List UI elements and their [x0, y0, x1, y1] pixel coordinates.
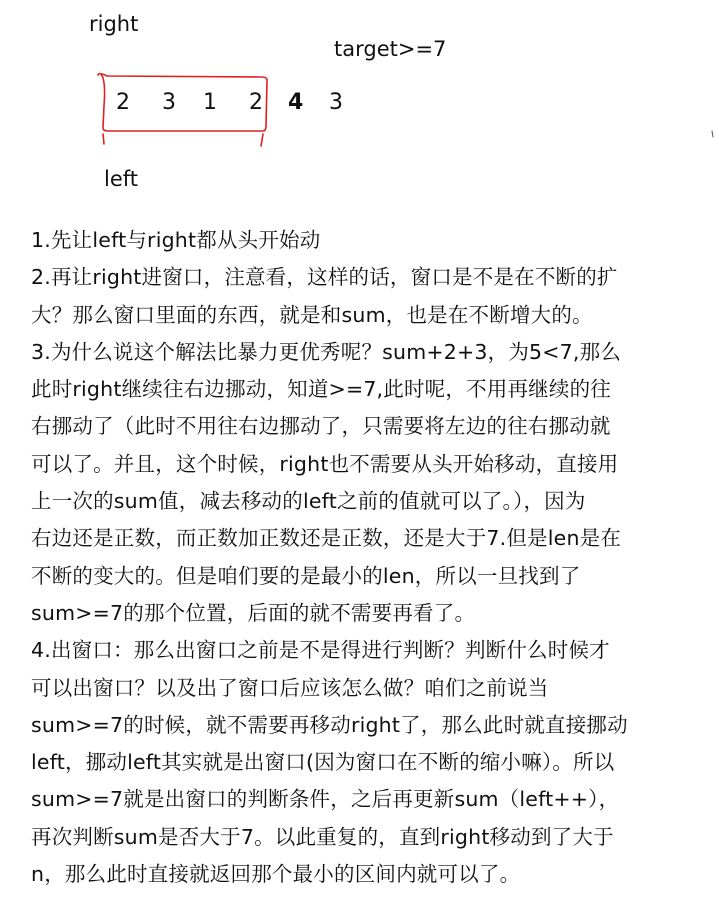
- explanation-line: 上一次的sum值，减去移动的left之前的值就可以了。），因为: [31, 489, 586, 514]
- explanation-line: 3.为什么说这个解法比暴力更优秀呢？sum+2+3，为5<7,那么: [31, 339, 622, 364]
- explanation-line: 4.出窗口：那么出窗口之前是不是得进行判断？判断什么时候才: [31, 638, 610, 663]
- explanation-line: sum>=7就是出窗口的判断条件，之后再更新sum（left++），: [31, 787, 620, 812]
- right-pointer-label: right: [89, 12, 139, 36]
- array-element: 3: [329, 90, 343, 115]
- array-element: 1: [203, 90, 217, 115]
- left-pointer-tick: [103, 134, 104, 144]
- right-pointer-tick: [261, 134, 263, 146]
- explanation-line: 再次判断sum是否大于7。以此重复的，直到right移动到了大于: [31, 824, 614, 849]
- array-element: 2: [249, 90, 263, 115]
- explanation-line: 可以了。并且，这个时候，right也不需要从头开始移动，直接用: [31, 451, 619, 476]
- array-element: 4: [288, 90, 304, 115]
- explanation-line: 不断的变大的。但是咱们要的是最小的len，所以一旦找到了: [31, 563, 581, 588]
- array-element: 3: [162, 90, 176, 115]
- explanation-line: sum>=7的时候，就不需要再移动right了，那么此时就直接挪动: [31, 712, 628, 737]
- explanation-line: 右边还是正数，而正数加正数还是正数，还是大于7.但是len是在: [31, 526, 622, 551]
- explanation-line: sum>=7的那个位置，后面的就不需要再看了。: [31, 600, 476, 625]
- window-outline: [98, 74, 267, 131]
- explanation-line: left，挪动left其实就是出窗口(因为窗口在不断的缩小嘛）。所以: [31, 750, 615, 775]
- explanation-line: 此时right继续往右边挪动，知道>=7,此时呢，不用再继续的往: [31, 377, 611, 402]
- left-pointer-label: left: [104, 167, 139, 191]
- explanation-line: 可以出窗口？以及出了窗口后应该怎么做？咱们之前说当: [31, 675, 549, 700]
- edge-mark: [712, 131, 713, 137]
- target-condition-label: target>=7: [334, 37, 447, 61]
- explanation-line: 1.先让left与right都从头开始动: [31, 228, 321, 252]
- explanation-line: 大？那么窗口里面的东西，就是和sum，也是在不断增大的。: [31, 302, 593, 327]
- explanation-line: 右挪动了（此时不用往右边挪动了，只需要将左边的往右挪动就: [31, 414, 611, 439]
- array-element: 2: [116, 90, 130, 115]
- explanation-line: n，那么此时直接就返回那个最小的区间内就可以了。: [31, 862, 521, 887]
- explanation-line: 2.再让right进窗口，注意看，这样的话，窗口是不是在不断的扩: [31, 265, 618, 290]
- explanation-text: [31, 222, 701, 893]
